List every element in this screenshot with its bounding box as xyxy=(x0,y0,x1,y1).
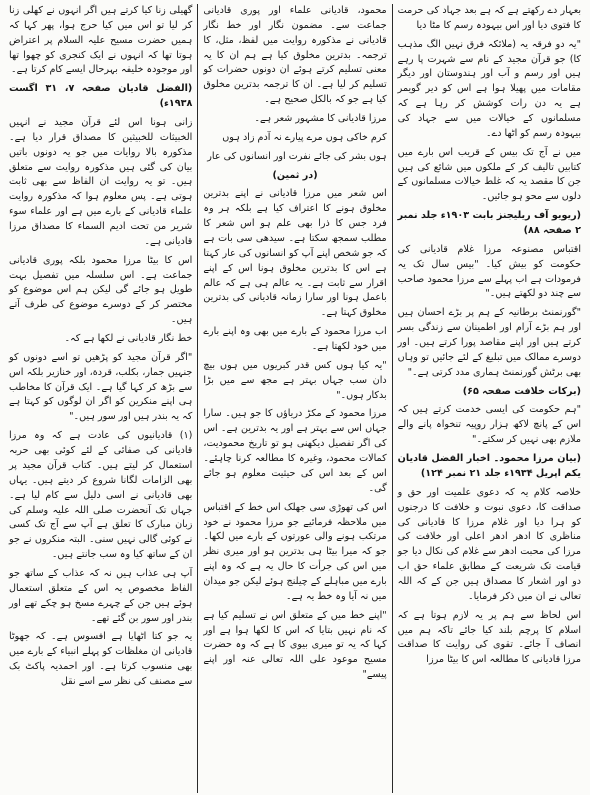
paragraph: "اپنے خط میں کے متعلق اس نے تسلیم کیا ہے کہ نام نہیں بتایا کہ اس کا لکھا ہوا ہے اور کہا کہ یہ تو میری بیوی کا ہے کہ وہ حضرت مسیح موعود علی اللہ تعالی عنہ اور اپنے پیسے" xyxy=(203,609,387,681)
paragraph: اب مرزا محمود کے بارے میں بھی وہ اپنے بارے میں خود لکھتا ہے۔ xyxy=(203,326,387,353)
paragraph: "ہم حکومت کی ایسی خدمت کرتے ہیں کہ اس کے پانچ لاکھ ہزار روپیہ تنخواہ پانے والے ملازم بھی نہیں کر سکتے۔" xyxy=(397,404,581,446)
paragraph: یہ جو کتا اٹھایا ہے افسوس ہے۔ کہ جھوٹا قادیانی ان مغلظات کو پہلے انبیاء کے بارے میں بھی منسوب کرتا ہے۔ اور احمدیہ پاکٹ بک سے مصنف کی نظر سے اسے نقل xyxy=(9,631,193,687)
paragraph: مرزا قادیانی کا مشہور شعر ہے۔ xyxy=(254,113,387,125)
paragraph: مرزا محمود کے مکڑ دریاؤں کا جو ہیں۔ سارا جہاں اس سے بہتر ہے اور یہ بدترین ہے۔ اس کی اگر تفصیل دیکھنی ہو تو تاریخ محمودیت، کمالات محمود، وغیرہ کا مطالعہ کرنا چاہئے۔ اس کے بعد اس کی حیثیت معلوم ہو جائے گی۔ xyxy=(203,408,387,494)
paragraph: میں نے آج تک بیس کے قریب اس بارے میں کتابیں تالیف کر کے ملکوں میں شائع کی ہیں جن کا مقصد یہ کہ غلط خیالات مسلمانوں کے دلوں سے محو ہو جائیں۔ xyxy=(397,146,581,203)
paragraph: اس کی تھوڑی سی جھلک اس خط کے اقتباس میں ملاحظہ فرمائیے جو مرزا محمود نے خود مرتکب ہونے والی عورتوں کے بارے میں لکھا۔ جو کہ میرا بیٹا ہی بدترین ہو اور میری نظر میں اس کی جرأت کا حال یہ ہے کہ وہ اپنے بارے میں مباہلے کے چیلنج ہوئے لیکن جو میدان میں نہ آیا وہ خط یہ ہے۔ xyxy=(203,501,387,602)
citation: (الفضل قادیان صفحہ ۷، ۳۱ اگست ۱۹۳۸ء) xyxy=(9,83,193,110)
paragraph: "گورنمنٹ برطانیہ کے ہم پر بڑے احسان ہیں اور ہم بڑے آرام اور اطمینان سے زندگی بسر کرتے ہیں اور اپنے مقاصد پورا کرتے ہیں۔ اور دوسرے ممالک میں تبلیغ کے لئے جائیں تو وہاں بھی برٹش گورنمنٹ ہماری مدد کرتی ہے۔" xyxy=(397,307,581,378)
paragraph: اس شعر میں مرزا قادیانی نے اپنے بدترین مخلوق ہونے کا اعتراف کیا ہے بلکہ ہر وہ فرد جس کا ذرا بھی علم ہو اس شعر کا مطلب سمجھ سکتا ہے۔ سیدھی سی بات ہے کہ جو شخص اپنے آپ کو انسانوں کی عار کہتا ہے اس کا بدترین مخلوق ہونا اس کے اپنے اقرار سے ثابت ہے۔ یہ عالم ہی ہے کہ عالم باعمل ہونا اور سارا زمانہ قادیانی کی بدترین مخلوق کہتا ہے۔ xyxy=(203,188,387,319)
paragraph: کرم خاکی ہوں مرے پیارے نہ آدم زاد ہوں xyxy=(222,131,387,143)
paragraph: ہوں بشر کی جائے نفرت اور انسانوں کی عار xyxy=(207,150,387,162)
paragraph: خط نگار قادیانی نے لکھا ہے کہ۔ xyxy=(64,333,193,345)
paragraph: "یہ کیا ہوں کس قدر کبریوں میں ہوں بیچ دان سب جہاں بہتر ہے مجھ سے میں بڑا بدکار ہوں۔" xyxy=(203,359,387,401)
paragraph: (۱) قادیانیوں کی عادت ہے کہ وہ مرزا قادیانی کی صفائی کے لئے کوئی بھی حربہ استعمال کر لیتے ہیں۔ کتاب قرآن مجید پر بھی الزامات لگانا شروع کر دیتے ہیں۔ یہاں بھی قادیانی نے اسی دلیل سے کام لیا ہے۔ جہاں تک آنحضرت صلی اللہ علیہ وسلم کی زبان مبارک کا تعلق ہے آپ سے آج تک کسی نے کوئی گالی نہیں سنی۔ البتہ منکروں نے جو ان کے ساتھ کیا وہ سب جانتے ہیں۔ xyxy=(9,430,193,561)
paragraph: "یہ دو فرقہ یہ (ملائکہ فرق نہیں الگ مذہب کا) جو قرآن مجید کے نام سے شہرت پا رہے ہیں اور رسم و آب اور ہندوستان اور دیگر مقامات میں پھیلا ہوا ہے اس کو دیر گویمر ہے یہ دن رات کوشش کر رہا ہے کہ مسلمانوں کے خیالات میں سے جہاد کی بیہودہ رسم کو اٹھا دے۔ xyxy=(397,38,581,139)
citation: (برکات خلافت صفحہ ۶۵) xyxy=(462,385,581,397)
paragraph: زانی ہونا اس لئے قرآن مجید نے انہیں الخبیثات للخبیثین کا مصداق قرار دیا ہے۔ مذکورہ بالا روایات میں جو یہ دونوں باتیں بیان کی گئی ہیں مذکورہ روایت سے متعلق ہیں۔ تو یہ روایت ان الفاظ سے بھی ثابت ہوتی ہے۔ پس معلوم ہوا کہ مذکورہ روایت علماء قادیانی کے بارے میں ہے اور علماء سوء شریر من تحت ادیم السماء کا مصداق مرزا قادیانی ہے۔ xyxy=(9,117,193,247)
text-column-left xyxy=(4,4,198,793)
section-heading: (در ثمین) xyxy=(272,169,318,181)
paragraph: خلاصہ کلام یہ کہ دعوی علمیت اور حق و صداقت کا، دعوی نبوت و خلافت کا درجنوں کو ہرا دیا اور غلام مرزا کا قادیانی کی مناظری کا ادھر ادھر اعلی اور خلافت کی مرزا کی محبت ادھر سے غلام کی نکال دیا جو قیامت تک شریعت کے مطابق علماء حق اب دو اور اشعار کا مصداق ہیں جن کے کہ اللہ تعالی نے ان میں ذکر فرمایا۔ xyxy=(397,486,581,602)
text-column-right xyxy=(393,4,586,793)
text-column-middle xyxy=(198,4,392,793)
paragraph: اس کا بیٹا مرزا محمود بلکہ پوری قادیانی جماعت ہے۔ اس سلسلہ میں تفصیل بہت طویل ہو جائے گی لیکن ہم اس موضوع کو مختصر کر کے دوسرے موضوع کی طرف آتے ہیں۔ xyxy=(9,254,193,326)
paragraph: بعہار دے رکھتے ہے کہ ہے بعد جہاد کی حرمت کا فتوی دیا اور اس بیہودہ رسم کا مٹا دیا xyxy=(397,5,581,31)
paragraph: آپ ہی عذاب ہیں نہ کہ عذاب کے ساتھ جو الفاظ مخصوص یہ اس کے متعلق استعمال ہوئے ہیں جن کے چہرے مسخ ہو چکے تھے اور بندر اور سور بن گئے تھے۔ xyxy=(9,567,193,624)
citation: (ریویو آف ریلیجنز بابت ۱۹۰۳ء جلد نمبر ۲ صفحہ ۸۸) xyxy=(397,210,581,237)
paragraph: گھیلی زنا کیا کرتے ہیں اگر انہوں نے کھلی زنا کر لیا تو اس میں کیا حرج ہوا، پھر کہا کہ ہمیں حضرت مسیح علیہ السلام پر اعتراض ہوتا تھا کہ انہوں نے ایک کنجری کو چھوا تھا اور موجودہ خلیفہ بہرحال ایسے کام کرتا ہے۔ xyxy=(9,5,193,76)
paragraph: اس لحاظ سے ہم پر یہ لازم ہوتا ہے کہ اسلام کا پرچم بلند کیا جائے تاکہ ہم میں انصاف آ جائے۔ تقوی کی روایت کا صداقت مرزا قادیانی کا مطالعہ اس کا بیٹا مرزا xyxy=(397,609,581,666)
citation: (بیان مرزا محمود۔ اخبار الفضل قادیان یکم اپریل ۱۹۳۴ء جلد ۲۱ نمبر ۱۲۴) xyxy=(397,453,581,479)
paragraph: اقتباس مصنوعہ مرزا غلام قادیانی کی حکومت کو بیش کیا۔ "بیس سال تک یہ فرمودات ہے اب پہلے سے مرزا محمود صاحب سے چند دو لکھتے ہیں۔" xyxy=(397,243,581,300)
paragraph: محمود، قادیانی علماء اور پوری قادیانی جماعت سے۔ مضمون نگار اور خط نگار قادیانی نے مذکورہ روایت میں لفظ، مثل، کا ترجمہ۔ بدترین مخلوق کیا ہے ہم ان کا یہ معنی تسلیم کرتے ہوئے ان دونوں حضرات کو تسلیم کر لیا ہے۔ ان کا ترجمہ بدترین مخلوق کیا ہے جو کہ بالکل صحیح ہے۔ xyxy=(203,5,387,106)
paragraph: "اگر قرآن مجید کو پڑھیں تو اسے دونوں کو جنہیں جمار، بکلب، قردة، اور خنازیر بلکہ اس سے بڑھ کر کہا گیا ہے۔ ایک قرآن کا مخاطب ہی اپنے منکرین کو اگر ان لوگوں کو کہتا ہے کہ یہ بندر ہیں اور سور ہیں۔" xyxy=(9,351,193,423)
